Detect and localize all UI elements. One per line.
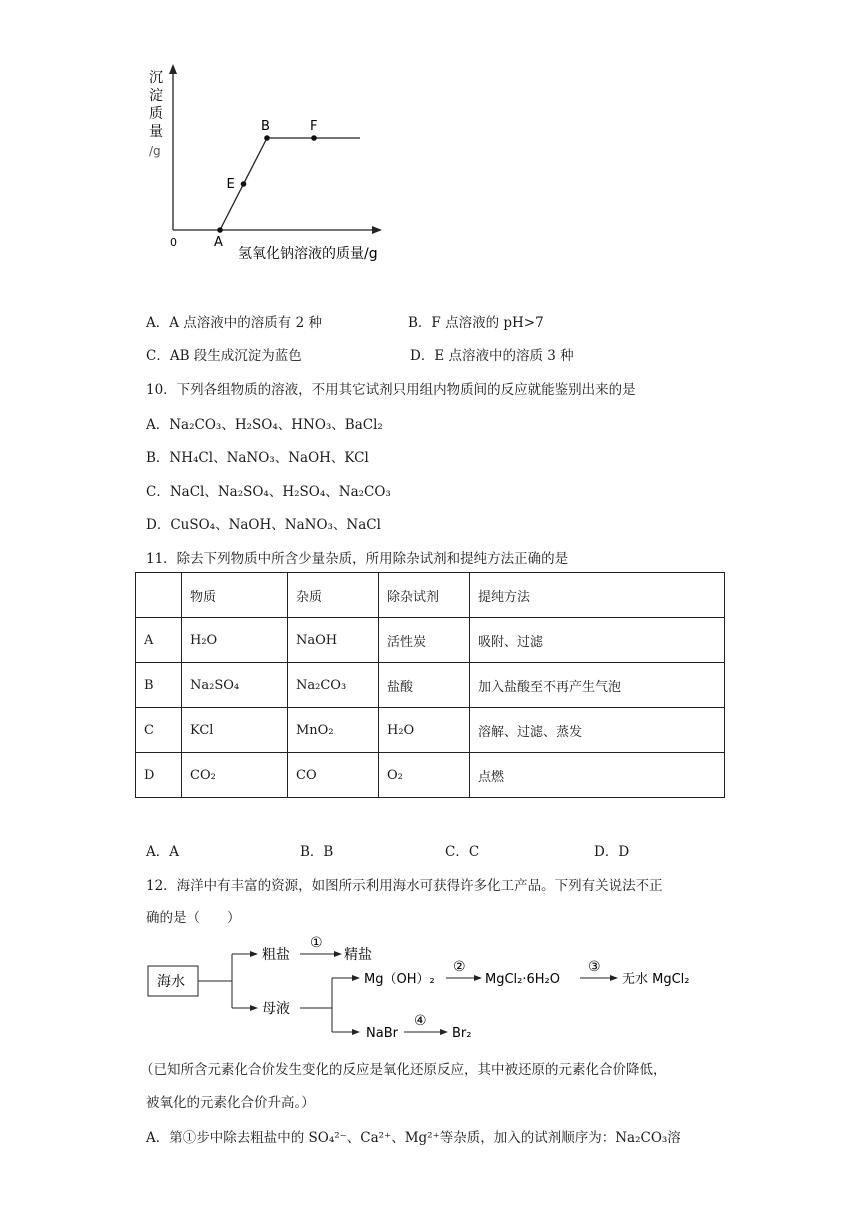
q10-option-a: A．Na₂CO₃、H₂SO₄、HNO₃、BaCl₂	[146, 417, 383, 433]
y-label-char: 淀	[149, 88, 163, 104]
table-cell: 点燃	[470, 753, 725, 798]
table-cell: 溶解、过滤、蒸发	[470, 708, 725, 753]
q12-note-line2: 被氧化的元素化合价升高。）	[146, 1095, 315, 1111]
step-1-label: ①	[310, 935, 323, 951]
precipitate-chart	[140, 62, 410, 272]
table-header-cell: 杂质	[288, 573, 379, 618]
arrow-head	[334, 951, 342, 957]
mother-liquor-label: 母液	[262, 1001, 290, 1017]
arrow-head	[250, 951, 258, 957]
table-header-cell: 物质	[182, 573, 288, 618]
point-A	[217, 227, 223, 233]
point-F	[311, 135, 317, 141]
q11-option-d: D．D	[594, 844, 630, 860]
table-cell: 吸附、过滤	[470, 618, 725, 663]
arrow-head	[352, 1029, 360, 1035]
table-header-row	[136, 573, 725, 618]
arrow-head	[610, 975, 618, 981]
table-cell: KCl	[182, 708, 288, 753]
q12-stem-line1: 12．海洋中有丰富的资源，如图所示利用海水可获得许多化工产品。下列有关说法不正	[146, 878, 663, 894]
seawater-label: 海水	[157, 974, 185, 990]
point-B	[264, 135, 270, 141]
point-label-F: F	[310, 119, 318, 134]
y-label-char: 沉	[149, 70, 163, 86]
y-unit: /g	[149, 144, 161, 158]
crude-salt-label: 粗盐	[262, 947, 290, 963]
arrow-head	[250, 1005, 258, 1011]
table-cell: 活性炭	[379, 618, 470, 663]
q10-stem: 10．下列各组物质的溶液，不用其它试剂只用组内物质间的反应就能鉴别出来的是	[146, 382, 636, 398]
origin-label: 0	[170, 236, 177, 249]
q10-option-b: B．NH₄Cl、NaNO₃、NaOH、KCl	[146, 450, 369, 466]
table-cell: 盐酸	[379, 663, 470, 708]
point-label-B: B	[261, 119, 270, 134]
table-cell: A	[136, 618, 182, 663]
point-E	[241, 181, 247, 187]
q9-option-b: B．F 点溶液的 pH>7	[408, 315, 544, 331]
table-cell: Na₂CO₃	[288, 663, 379, 708]
table-header-cell: 提纯方法	[470, 573, 725, 618]
table-cell: H₂O	[182, 618, 288, 663]
y-label-char: 质	[149, 106, 163, 122]
q12-note-line1: （已知所含元素化合价发生变化的反应是氧化还原反应，其中被还原的元素化合价降低，	[140, 1062, 667, 1078]
arrow-head	[352, 975, 360, 981]
table-cell: D	[136, 753, 182, 798]
arrow-head	[440, 1029, 448, 1035]
table-cell: CO₂	[182, 753, 288, 798]
table-header-cell: 除杂试剂	[379, 573, 470, 618]
table-header-cell	[136, 573, 182, 618]
table-cell: C	[136, 708, 182, 753]
arrow-head	[474, 975, 482, 981]
q12-stem-line2: 确的是（ ）	[146, 910, 241, 926]
q10-option-c: C．NaCl、Na₂SO₄、H₂SO₄、Na₂CO₃	[146, 484, 391, 500]
table-cell: O₂	[379, 753, 470, 798]
table-cell: Na₂SO₄	[182, 663, 288, 708]
nabr-label: NaBr	[366, 1026, 398, 1041]
table-cell: CO	[288, 753, 379, 798]
point-label-A: A	[214, 235, 223, 250]
mgoh2-label: Mg（OH）₂	[364, 972, 435, 987]
q11-option-a: A．A	[146, 844, 179, 860]
step-4-label: ④	[414, 1013, 427, 1029]
step-2-label: ②	[453, 959, 466, 975]
table-row	[136, 663, 725, 708]
q9-option-d: D．E 点溶液中的溶质 3 种	[410, 348, 574, 364]
q11-table	[135, 572, 725, 798]
point-label-E: E	[226, 177, 235, 192]
table-row	[136, 753, 725, 798]
x-axis-label: 氢氧化钠溶液的质量/g	[238, 246, 378, 262]
y-axis-arrow	[169, 64, 177, 74]
br2-label: Br₂	[452, 1026, 472, 1041]
step-3-label: ③	[588, 959, 601, 975]
anhydrous-mgcl2-label: 无水 MgCl₂	[622, 972, 690, 987]
table-cell: H₂O	[379, 708, 470, 753]
table-cell: 加入盐酸至不再产生气泡	[470, 663, 725, 708]
q12-option-a: A．第①步中除去粗盐中的 SO₄²⁻、Ca²⁺、Mg²⁺等杂质，加入的试剂顺序为：Na₂CO₃溶	[146, 1130, 681, 1146]
q9-option-a: A．A 点溶液中的溶质有 2 种	[146, 315, 322, 331]
q10-option-d: D．CuSO₄、NaOH、NaNO₃、NaCl	[146, 517, 381, 533]
y-label-char: 量	[149, 124, 163, 140]
table-cell: NaOH	[288, 618, 379, 663]
seawater-flow-diagram	[140, 930, 720, 1048]
x-axis-arrow	[372, 226, 382, 234]
table-cell: B	[136, 663, 182, 708]
q11-stem: 11．除去下列物质中所含少量杂质，所用除杂试剂和提纯方法正确的是	[146, 551, 569, 567]
q9-option-c: C．AB 段生成沉淀为蓝色	[146, 348, 302, 364]
table-row	[136, 708, 725, 753]
table-cell: MnO₂	[288, 708, 379, 753]
mgcl2-hydrate-label: MgCl₂·6H₂O	[485, 972, 560, 987]
table-row	[136, 618, 725, 663]
q11-option-b: B．B	[300, 844, 334, 860]
refined-salt-label: 精盐	[344, 947, 372, 963]
q11-option-c: C．C	[445, 844, 480, 860]
